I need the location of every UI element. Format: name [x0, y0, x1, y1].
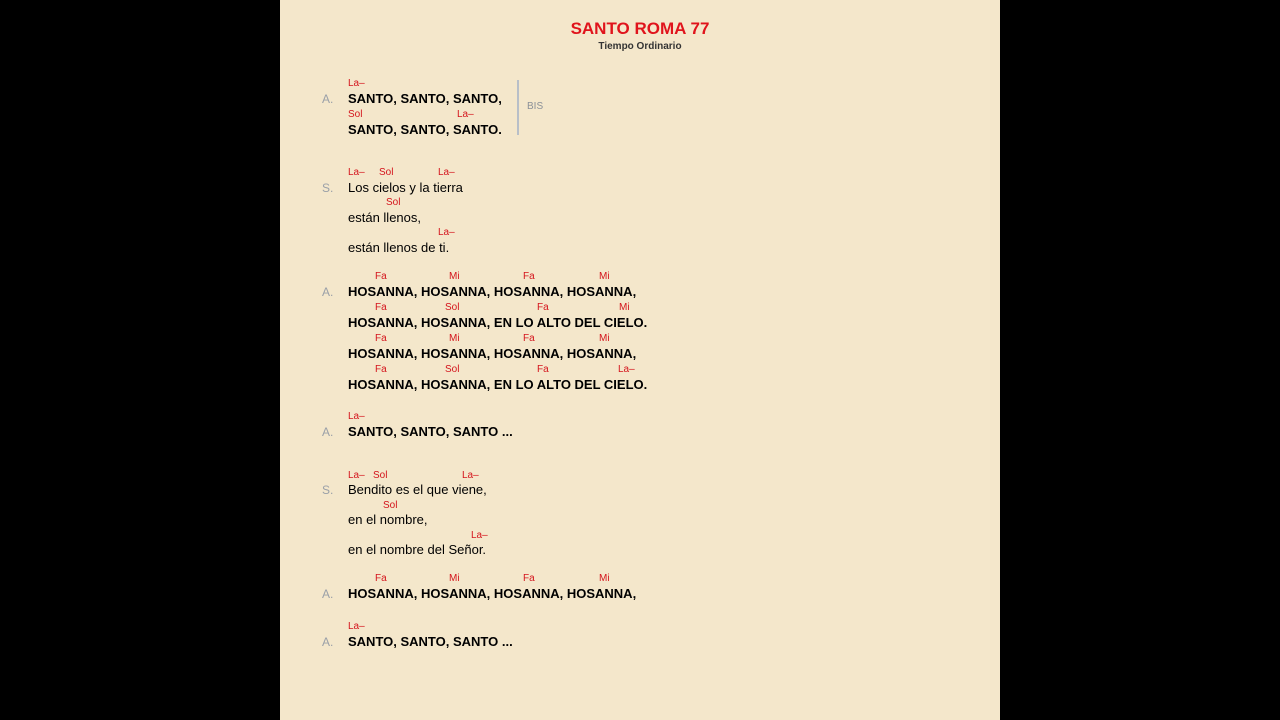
chord: Sol [445, 364, 460, 375]
chord: La– [471, 530, 488, 541]
chord: Fa [523, 333, 535, 344]
chord: Fa [537, 302, 549, 313]
chord: Mi [599, 271, 610, 282]
chord: La– [348, 411, 365, 422]
section-label: A. [322, 285, 334, 299]
chord: Sol [348, 109, 363, 120]
chord: Sol [445, 302, 460, 313]
chord: La– [618, 364, 635, 375]
section-label: A. [322, 92, 334, 106]
song-subtitle: Tiempo Ordinario [598, 41, 682, 52]
lyric-line: HOSANNA, HOSANNA, HOSANNA, HOSANNA, [348, 346, 637, 361]
chord: Sol [386, 197, 401, 208]
chord: Mi [619, 302, 630, 313]
chord: La– [457, 109, 474, 120]
chord: Fa [523, 573, 535, 584]
chord: La– [438, 167, 455, 178]
lyric-line: Bendito es el que viene, [348, 482, 487, 497]
chord: Sol [373, 470, 388, 481]
song-title: SANTO ROMA 77 [570, 19, 710, 38]
chord: Fa [537, 364, 549, 375]
bis-label: BIS [527, 101, 544, 112]
chord: Sol [379, 167, 394, 178]
bis-bracket [517, 80, 519, 135]
chord: La– [348, 470, 365, 481]
chord: La– [348, 167, 365, 178]
chord: La– [438, 227, 455, 238]
lyric-line: HOSANNA, HOSANNA, HOSANNA, HOSANNA, [348, 586, 637, 601]
section-label: S. [322, 181, 334, 195]
lyric-line: SANTO, SANTO, SANTO, [348, 91, 502, 106]
chord: Sol [383, 500, 398, 511]
section-label: A. [322, 587, 334, 601]
chord: La– [348, 621, 365, 632]
chord: Mi [599, 333, 610, 344]
section-label: A. [322, 425, 334, 439]
chord: Mi [449, 333, 460, 344]
chord: Fa [375, 364, 387, 375]
lyric-line: están llenos, [348, 210, 421, 225]
chord: La– [348, 78, 365, 89]
section-label: A. [322, 635, 334, 649]
song-sheet [280, 0, 1000, 720]
lyric-line: en el nombre del Señor. [348, 542, 487, 557]
lyric-line: SANTO, SANTO, SANTO ... [348, 634, 513, 649]
chord: La– [462, 470, 479, 481]
chord: Fa [375, 333, 387, 344]
chord: Mi [449, 271, 460, 282]
lyric-line: HOSANNA, HOSANNA, EN LO ALTO DEL CIELO. [348, 377, 648, 392]
lyric-line: HOSANNA, HOSANNA, HOSANNA, HOSANNA, [348, 284, 637, 299]
lyric-line: SANTO, SANTO, SANTO ... [348, 424, 513, 439]
chord: Fa [375, 271, 387, 282]
chord: Fa [375, 573, 387, 584]
lyric-line: en el nombre, [348, 512, 428, 527]
lyric-line: SANTO, SANTO, SANTO. [348, 122, 502, 137]
lyric-line: Los cielos y la tierra [348, 180, 463, 195]
lyric-line: HOSANNA, HOSANNA, EN LO ALTO DEL CIELO. [348, 315, 648, 330]
chord: Mi [599, 573, 610, 584]
chord: Mi [449, 573, 460, 584]
lyric-line: están llenos de ti. [348, 240, 450, 255]
chord: Fa [375, 302, 387, 313]
chord: Fa [523, 271, 535, 282]
section-label: S. [322, 483, 334, 497]
